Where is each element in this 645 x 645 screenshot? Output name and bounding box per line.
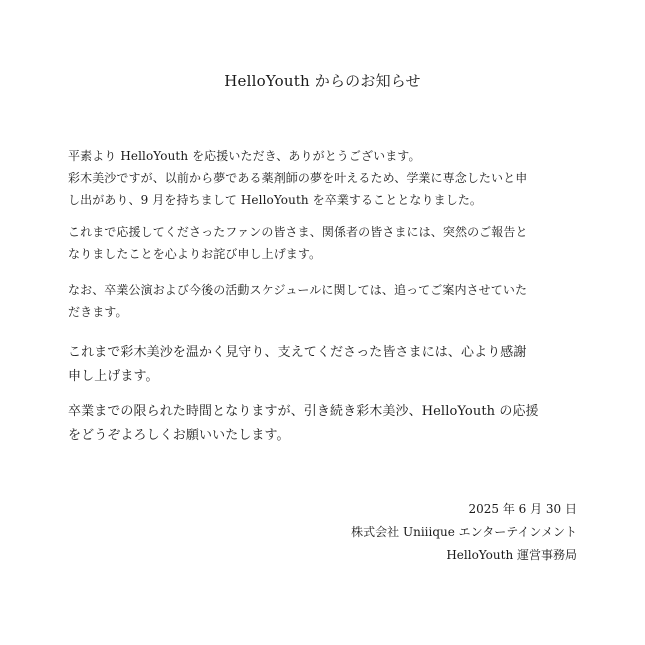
signature-date: 2025 年 6 月 30 日 [468, 502, 577, 516]
paragraph-graduation-notice [68, 145, 588, 211]
paragraph-line: し出があり、9 月を持ちまして HelloYouth を卒業することとなりました。 [68, 193, 483, 207]
paragraph-line: だきます。 [68, 305, 128, 319]
paragraph-support-request [68, 400, 588, 448]
paragraph-line: 彩木美沙ですが、以前から夢である薬剤師の夢を叶えるため、学業に専念したいと申 [68, 171, 528, 185]
signature-office: HelloYouth 運営事務局 [446, 548, 577, 562]
paragraph-thanks [68, 341, 588, 389]
paragraph-line: 申し上げます。 [68, 369, 159, 384]
paragraph-line: なりましたことを心よりお詫び申し上げます。 [68, 247, 322, 261]
paragraph-line: これまで応援してくださったファンの皆さま、関係者の皆さまには、突然のご報告と [68, 225, 528, 239]
signature-company: 株式会社 Uniiique エンターテインメント [351, 525, 577, 539]
paragraph-line: をどうぞよろしくお願いいたします。 [68, 428, 290, 443]
paragraph-apology [68, 221, 588, 265]
paragraph-schedule [68, 279, 588, 323]
page-title: HelloYouth からのお知らせ [224, 72, 421, 90]
paragraph-line: これまで彩木美沙を温かく見守り、支えてくださった皆さまには、心より感謝 [68, 345, 527, 360]
signature-block [351, 498, 577, 567]
paragraph-line: 卒業までの限られた時間となりますが、引き続き彩木美沙、HelloYouth の応援 [68, 404, 539, 419]
paragraph-line: なお、卒業公演および今後の活動スケジュールに関しては、追ってご案内させていた [68, 283, 528, 297]
paragraph-line: 平素より HelloYouth を応援いただき、ありがとうございます。 [68, 149, 421, 163]
